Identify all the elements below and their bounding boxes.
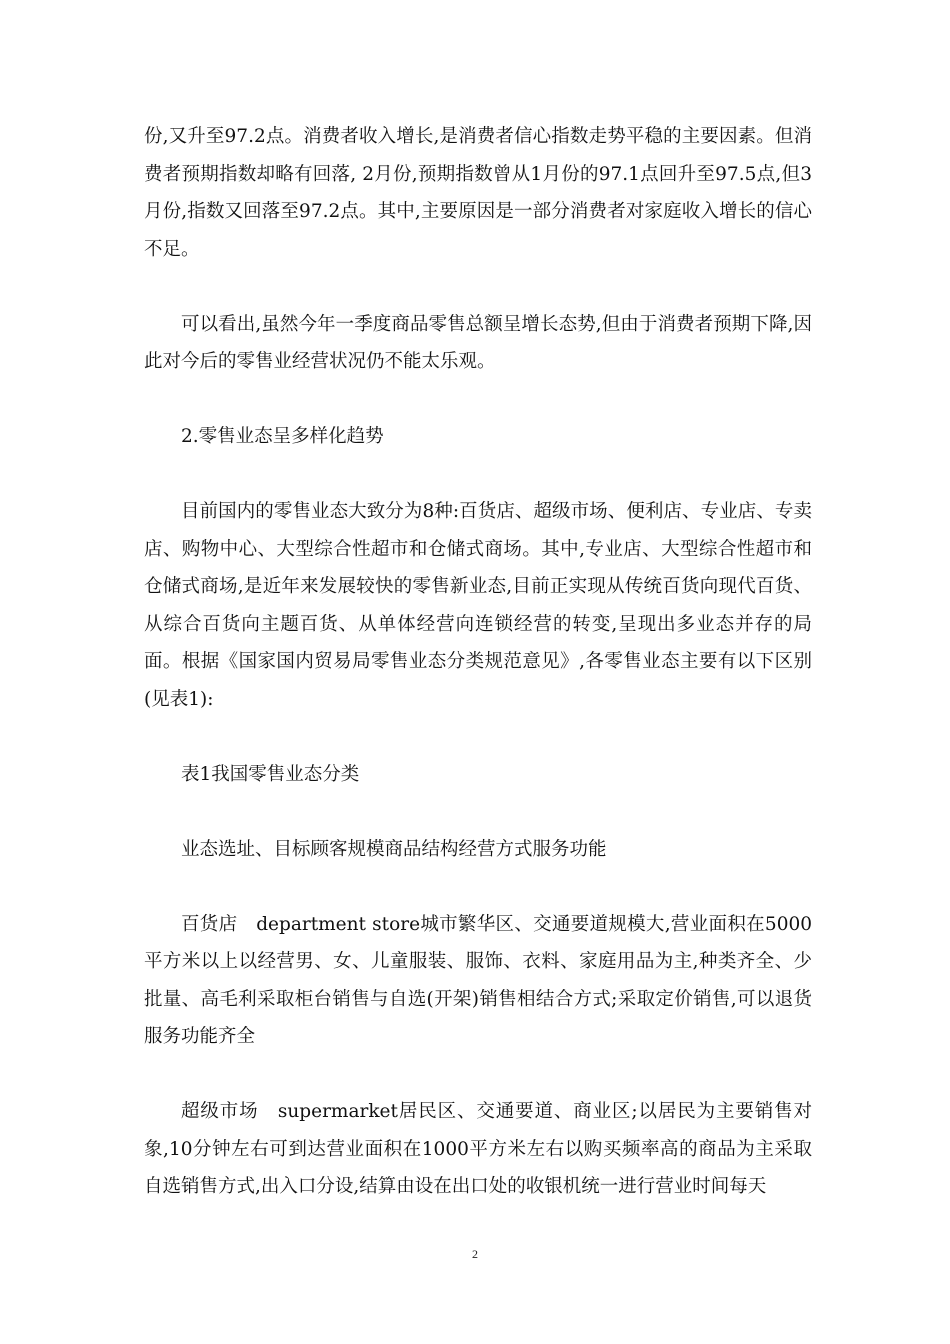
page-number: 2 [472,1247,478,1261]
paragraph-consumer-confidence: 份,又升至97.2点。消费者收入增长,是消费者信心指数走势平稳的主要因素。但消费者预期指数却略有回落, 2月份,预期指数曾从1月份的97.1点回升至97.5点,但3月份,指数又回落至97.2点。其中,主要原因是一部分消费者对家庭收入增长的信心不足。 [144,126,812,260]
table-header-row: 业态选址、目标顾客规模商品结构经营方式服务功能 [181,838,607,860]
section-heading: 2.零售业态呈多样化趋势 [181,426,384,447]
table-caption: 表1我国零售业态分类 [181,763,360,785]
table-row-department-store: 百货店 department store城市繁华区、交通要道规模大,营业面积在5000平方米以上以经营男、女、儿童服装、服饰、衣料、家庭用品为主,种类齐全、少批量、高毛利采取柜台销售与自选(开架)销售相结合方式;采取定价销售,可以退货服务功能齐全 [144,913,812,1047]
document-body [144,118,812,1243]
paragraph-retail-formats: 目前国内的零售业态大致分为8种:百货店、超级市场、便利店、专业店、专卖店、购物中心、大型综合性超市和仓储式商场。其中,专业店、大型综合性超市和仓储式商场,是近年来发展较快的零售新业态,目前正实现从传统百货向现代百货、从综合百货向主题百货、从单体经营向连锁经营的转变,呈现出多业态并存的局面。根据《国家国内贸易局零售业态分类规范意见》,各零售业态主要有以下区别(见表1): [144,501,812,710]
paragraph-outlook: 可以看出,虽然今年一季度商品零售总额呈增长态势,但由于消费者预期下降,因此对今后的零售业经营状况仍不能太乐观。 [144,313,812,372]
table-row-supermarket: 超级市场 supermarket居民区、交通要道、商业区;以居民为主要销售对象,10分钟左右可到达营业面积在1000平方米左右以购买频率高的商品为主采取自选销售方式,出入口分设,结算由设在出口处的收银机统一进行营业时间每天 [144,1101,812,1197]
